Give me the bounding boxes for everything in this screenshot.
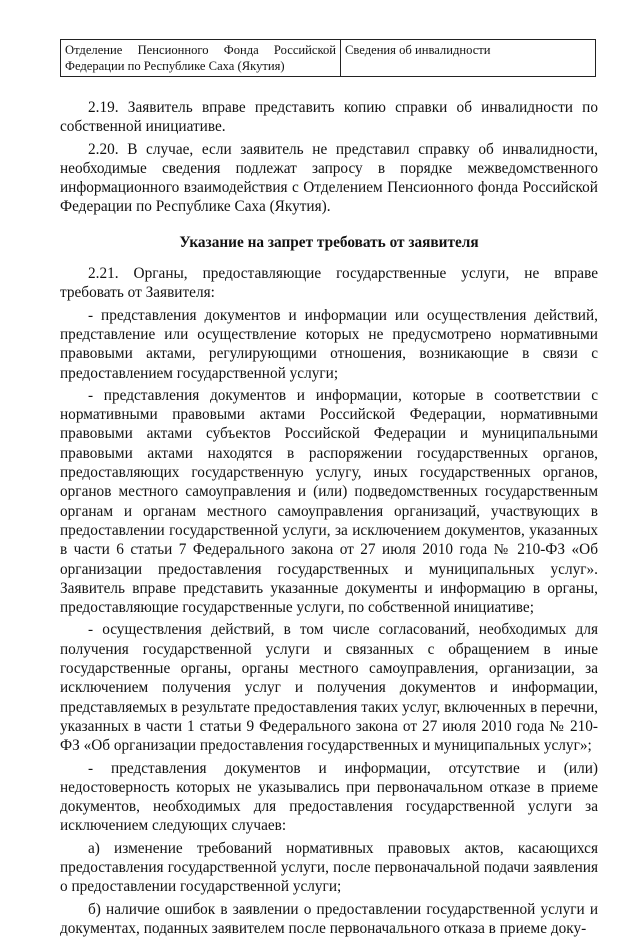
section-heading: Указание на запрет требовать от заявителя (179, 233, 479, 251)
list-item-3: - осуществления действий, в том числе согласований, необходимых для получения государственной услуги и связанных с обращением в иные государственные органы, органы местного самоуправления, организации, за исключением получения услуг и получения документов и информации, представляемых в результате предоставления таких услуг, включенных в перечни, указанных в части 1 статьи 9 Федерального закона от 27 июля 2010 года № 210-ФЗ «Об организации предоставления государственных и муниципальных услуг»; (60, 621, 598, 755)
sub-item-b: б) наличие ошибок в заявлении о предоставлении государственной услуги и документах, поданных заявителем после первоначального отказа в приеме доку- (60, 900, 598, 937)
list-item-2: - представления документов и информации, которые в соответствии с нормативными правовыми актами Российской Федерации, нормативными правовыми актами субъектов Российской Федерации и муниципальными правовыми актами находятся в распоряжении государственных органов, предоставляющих государственную услугу, иных государственных органов, органов местного самоуправления и (или) подведомственных государственным органам и органам местного самоуправления организаций, участвующих в предоставлении государственной услуги, за исключением документов, указанных в части 6 статьи 7 Федерального закона от 27 июля 2010 года № 210-ФЗ «Об организации предоставления государственных и муниципальных услуг». Заявитель вправе представить указанные документы и информацию в органы, предоставляющие государственные услуги, по собственной инициативе; (60, 386, 598, 617)
document-body (60, 98, 598, 941)
paragraph-2-21: 2.21. Органы, предоставляющие государственные услуги, не вправе требовать от Заявителя: (60, 265, 598, 302)
running-header-table (60, 39, 596, 77)
header-subject: Сведения об инвалидности (341, 40, 596, 77)
running-header-row (61, 40, 596, 77)
paragraph-2-19: 2.19. Заявитель вправе представить копию справки об инвалидности по собственной инициативе. (60, 99, 598, 136)
header-organization: Отделение Пенсионного Фонда Российской Федерации по Республике Саха (Якутия) (61, 40, 341, 77)
paragraph-2-20: 2.20. В случае, если заявитель не представил справку об инвалидности, необходимые сведения подлежат запросу в порядке межведомственного информационного взаимодействия с Отделением Пенсионного фонда Российской Федерации по Республике Саха (Якутия). (60, 140, 598, 216)
list-item-1: - представления документов и информации или осуществления действий, представление или осуществление которых не предусмотрено нормативными правовыми актами, регулирующими отношения, возникающие в связи с предоставлением государственной услуги; (60, 306, 598, 382)
sub-item-a: а) изменение требований нормативных правовых актов, касающихся предоставления государственной услуги, после первоначальной подачи заявления о предоставлении государственной услуги; (60, 839, 598, 896)
list-item-4: - представления документов и информации, отсутствие и (или) недостоверность которых не указывались при первоначальном отказе в приеме документов, необходимых для предоставления государственной услуги за исключением следующих случаев: (60, 759, 598, 835)
